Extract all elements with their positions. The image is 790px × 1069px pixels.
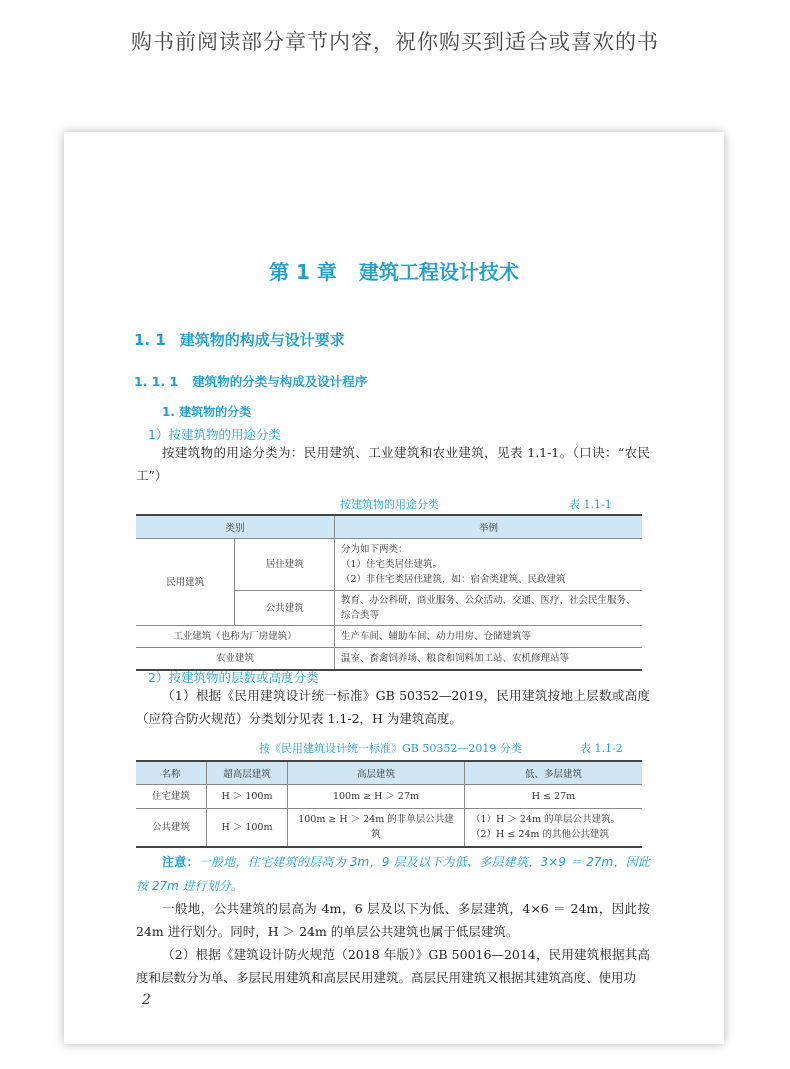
table2-high: 100m ≥ H ＞ 24m 的非单层公共建筑 [288, 809, 465, 847]
item2-heading: 2）按建筑物的层数或高度分类 [148, 670, 319, 685]
book-page [64, 132, 724, 1044]
item1-paragraph: 按建筑物的用途分类为：民用建筑、工业建筑和农业建筑，见表 1.1-1。（口诀：“农民工”） [136, 445, 650, 483]
table2-name: 住宅建筑 [136, 785, 207, 809]
table-row [136, 809, 642, 847]
table1-industrial: 工业建筑（也称为厂房建筑） [136, 626, 335, 648]
note-text: 一般地，住宅建筑的层高为 3m，9 层及以下为低、多层建筑，3×9 ＝ 27m，因此按 27m 进行划分。 [136, 855, 650, 893]
table1-residential-line: （2）非住宅类居住建筑，如：宿舍类建筑、民政建筑 [341, 574, 566, 585]
table2-name: 公共建筑 [136, 809, 207, 847]
table1-residential: 居住建筑 [235, 539, 335, 591]
table2-caption: 按《民用建筑设计统一标准》GB 50352—2019 分类 [259, 742, 522, 755]
table1-agricultural-examples: 温室、畜禽饲养场、粮食和饲料加工站、农机修理站等 [335, 648, 643, 670]
note-label: 注意： [162, 855, 199, 869]
table1-header-examples: 举例 [335, 515, 643, 539]
section-title: 建筑物的构成与设计要求 [179, 331, 345, 349]
section-heading [134, 329, 345, 350]
table1-caption: 按建筑物的用途分类 [340, 498, 439, 511]
subsection-title: 建筑物的分类与构成及设计程序 [192, 374, 368, 389]
table1-industrial-examples: 生产车间、辅助车间、动力用房、仓储建筑等 [335, 626, 643, 648]
table2-header: 超高层建筑 [207, 761, 288, 785]
paragraph-fire-code: （2）根据《建筑设计防火规范（2018 年版）》GB 50016—2014，民用建筑根据其高度和层数分为单、多层民用建筑和高层民用建筑。高层民用建筑又根据其建筑高度、使用功 [136, 947, 650, 985]
table2-low-line: （2）H ≤ 24m 的其他公共建筑 [471, 829, 609, 841]
table2-header: 名称 [136, 761, 207, 785]
item2-paragraph: （1）根据《民用建筑设计统一标准》GB 50352—2019，民用建筑按地上层数或高度（应符合防火规范）分类划分见表 1.1-2，H 为建筑高度。 [136, 688, 650, 726]
table1-residential-line: 分为如下两类： [341, 544, 408, 555]
table1-residential-examples [335, 539, 643, 591]
table1-number: 表 1.1-1 [569, 498, 612, 511]
subsection-heading [134, 372, 367, 390]
table1-agricultural: 农业建筑 [136, 648, 335, 670]
table-height-classification [136, 760, 642, 848]
table1-public-examples: 教育、办公科研、商业服务、公众活动、交通、医疗、社会民生服务、综合类等 [335, 591, 643, 626]
table2-super: H ＞ 100m [207, 785, 288, 809]
page-number: 2 [142, 992, 151, 1008]
paragraph-public-building: 一般地，公共建筑的层高为 4m，6 层及以下为低、多层建筑，4×6 ＝ 24m，因此按 24m 进行划分。同时，H ＞ 24m 的单层公共建筑也属于低层建筑。 [136, 901, 650, 939]
table-row [136, 785, 642, 809]
table2-low-line: （1）H ＞ 24m 的单层公共建筑。 [471, 814, 620, 826]
table2-header: 高层建筑 [288, 761, 465, 785]
chapter-name: 建筑工程设计技术 [358, 260, 519, 284]
table2-high: 100m ≥ H ＞ 27m [288, 785, 465, 809]
table1-public: 公共建筑 [235, 591, 335, 626]
promo-banner: 购书前阅读部分章节内容，祝你购买到适合或喜欢的书 [131, 30, 659, 54]
table2-header: 低、多层建筑 [465, 761, 643, 785]
table-usage-classification [136, 514, 642, 671]
table1-civil: 民用建筑 [136, 539, 235, 626]
section-number: 1. 1 [134, 331, 166, 349]
chapter-number: 第 1 章 [269, 260, 337, 284]
item1-heading: 1）按建筑物的用途分类 [148, 427, 281, 442]
subsection-number: 1. 1. 1 [134, 374, 179, 389]
table1-header-category: 类别 [136, 515, 335, 539]
table1-residential-line: （1）住宅类居住建筑。 [341, 559, 443, 570]
table2-low [465, 809, 643, 847]
point-heading: 1. 建筑物的分类 [162, 405, 252, 419]
note-paragraph [136, 850, 650, 898]
table2-number: 表 1.1-2 [580, 742, 623, 755]
chapter-title [64, 256, 724, 285]
table2-low: H ≤ 27m [465, 785, 643, 809]
table2-super: H ＞ 100m [207, 809, 288, 847]
